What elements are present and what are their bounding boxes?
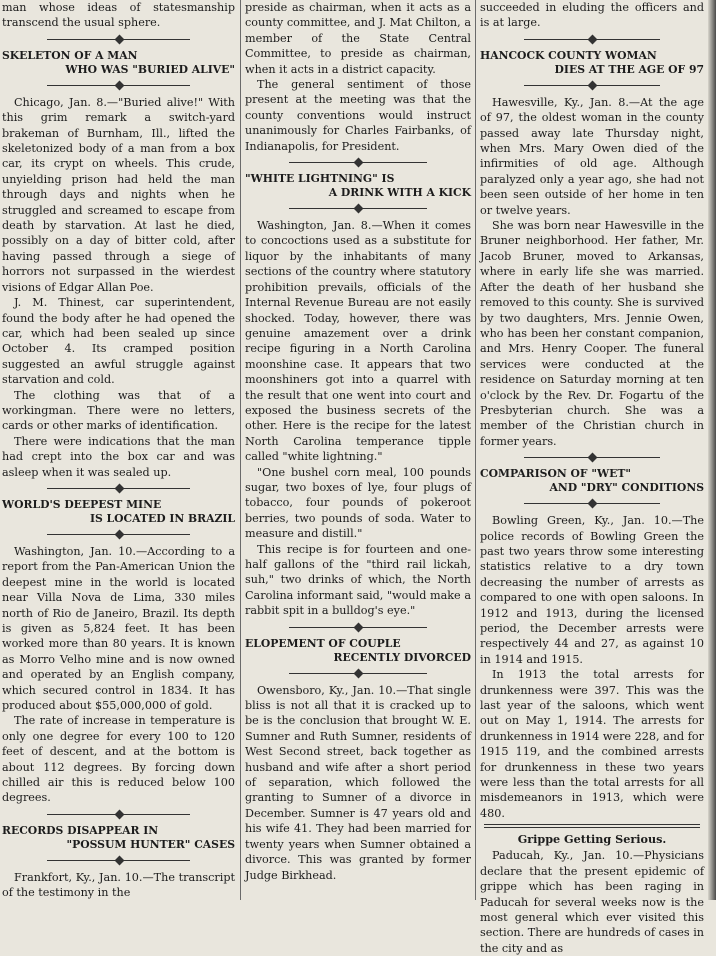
ornamental-rule — [289, 623, 427, 633]
ornamental-rule — [524, 453, 661, 463]
headline — [245, 637, 471, 665]
headline — [480, 467, 704, 495]
headline-line-2: WHO WAS "BURIED ALIVE" — [65, 62, 235, 76]
ornamental-rule — [524, 35, 661, 45]
ornamental-rule — [289, 204, 427, 214]
headline-line-1: "WHITE LIGHTNING" IS — [245, 172, 395, 186]
article-paragraph: The rate of increase in temperature is only one degree for every 100 to 120 feet of descent, and at the bottom is about 112 degrees. By forcing down chilled air this is reduced below 100 degrees. — [2, 714, 235, 805]
article-paragraph: preside as chairman, when it acts as a county committee, and J. Mat Chilton, a member of the State Central Committee, to preside as chairman, when it acts in a district capacity. — [245, 1, 471, 76]
subheadline: Grippe Getting Serious. — [517, 832, 667, 847]
headline-line-1: COMPARISON OF "WET" — [480, 467, 631, 481]
headline-line-1: WORLD'S DEEPEST MINE — [2, 497, 162, 511]
article-paragraph: Washington, Jan. 10.—According to a report from the Pan-American Union the deepest mine in the world is located near Villa Nova de Lima, 330 miles north of Rio de Janeiro, Brazil. Its depth is given as 5,824 feet. It has been worked more than 80 years. It is known as Morro Velho mine and is now owned and operated by an English company, which secured control in 1834. It has produced about $55,000,000 of gold. — [2, 544, 235, 713]
headline-line-1: RECORDS DISAPPEAR IN — [2, 823, 159, 837]
article-paragraph: succeeded in eluding the officers and is at large. — [480, 1, 704, 30]
article-paragraph: "One bushel corn meal, 100 pounds sugar, two boxes of lye, four plugs of tobacco, four pounds of pokeroot berries, two pounds of soda. Water to measure and distill." — [245, 465, 471, 541]
column-divider — [240, 0, 241, 900]
article-paragraph: In 1913 the total arrests for drunkenness were 397. This was the last year of the saloons, which went out on May 1, 1914. The arrests for drunkenness in 1914 were 228, and for 1915 119, and the combined arrests for drunkenness in these two years were less than the total arrests for all misdemeanors in 1913, which were 480. — [480, 668, 704, 820]
article-paragraph: The general sentiment of those present at the meeting was that the county conventions would instruct unanimously for Charles Fairbanks, of Indianapolis, for President. — [245, 78, 471, 153]
ornamental-rule — [524, 81, 661, 91]
article-paragraph: J. M. Thinest, car superintendent, found the body after he had opened the car, which had been sealed up since October 4. Its cramped position suggested an awful struggle against starvation and cold. — [2, 296, 235, 387]
headline — [2, 498, 235, 526]
ornamental-rule — [47, 530, 189, 540]
headline-line-1: SKELETON OF A MAN — [2, 48, 138, 62]
ornamental-rule — [289, 158, 427, 168]
headline-line-2: RECENTLY DIVORCED — [333, 650, 471, 664]
double-rule — [484, 824, 700, 828]
ornamental-rule — [47, 810, 189, 820]
article-paragraph: Frankfort, Ky., Jan. 10.—The transcript of the testimony in the — [2, 870, 235, 900]
article-paragraph: The clothing was that of a workingman. There were no letters, cards or other marks of identification. — [2, 388, 235, 433]
headline — [2, 49, 235, 77]
ornamental-rule — [289, 669, 427, 679]
column-3 — [478, 0, 706, 955]
article-paragraph: Hawesville, Ky., Jan. 8.—At the age of 97, the oldest woman in the county passed away late Thursday night, when Mrs. Mary Owen died of the infirmities of old age. Although paralyzed only a year ago, she had not been seen outside of her home in ten or twelve years. — [480, 95, 704, 217]
column-2 — [243, 0, 473, 900]
headline — [245, 172, 471, 200]
article-paragraph: This recipe is for fourteen and one-half gallons of the "third rail lickah, suh," two drinks of which, the North Carolina informant said, "would make a rabbit spit in a bulldog's eye." — [245, 542, 471, 618]
page-edge-shadow — [708, 0, 716, 900]
article-paragraph: She was born near Hawesville in the Bruner neighborhood. Her father, Mr. Jacob Bruner, moved to Arkansas, where in early life she was married. After the death of her husband she removed to this county. She is survived by two daughters, Mrs. Jennie Owen, who has been her constant companion, and Mrs. Henry Cooper. The funeral services were conducted at the residence on Saturday morning at ten o'clock by the Rev. Dr. Fogartu of the Presbyterian church. She was a member of the Christian church in former years. — [480, 219, 704, 448]
article-paragraph: Owensboro, Ky., Jan. 10.—That single bliss is not all that it is cracked up to be is the conclusion that brought W. E. Sumner and Ruth Sumner, residents of West Second street, back together as husband and wife after a short period of separation, which followed the granting to Sumner of a divorce in December. Sumner is 47 years old and his wife 41. They had been married for twenty years when Sumner obtained a divorce. This was granted by former Judge Birkhead. — [245, 683, 471, 882]
ornamental-rule — [47, 856, 189, 866]
headline-line-1: ELOPEMENT OF COUPLE — [245, 636, 401, 650]
article-paragraph: There were indications that the man had crept into the box car and was asleep when it was sealed up. — [2, 434, 235, 479]
ornamental-rule — [47, 35, 189, 45]
column-divider — [475, 0, 476, 900]
headline — [480, 49, 704, 77]
article-paragraph: Paducah, Ky., Jan. 10.—Physicians declare that the present epidemic of grippe which has been raging in Paducah for several weeks now is the most general which ever visited this section. There are hundreds of cases in the city and as — [480, 849, 704, 955]
headline-line-2: "POSSUM HUNTER" CASES — [66, 837, 235, 851]
headline-line-2: AND "DRY" CONDITIONS — [549, 481, 704, 495]
article-paragraph: Chicago, Jan. 8.—"Buried alive!" With this grim remark a switch-yard brakeman of Burnham, Ill., lifted the skeletonized body of a man from a box car, its crypt on wheels. This crude, unyielding prison had held the man through days and nights when he struggled and screamed to escape from death by starvation. At last he died, possibly on a day of bitter cold, after having passed through a siege of horrors not surpassed in the wierdest visions of Edgar Allan Poe. — [2, 95, 235, 294]
article-paragraph: man whose ideas of statesmanship transcend the usual sphere. — [2, 1, 235, 30]
article-paragraph: Bowling Green, Ky., Jan. 10.—The police records of Bowling Green the past two years throw some interesting statistics relative to a dry town decreasing the number of arrests as compared to one with open saloons. In 1912 and 1913, during the licensed period, the December arrests were respectively 44 and 27, as against 10 in 1914 and 1915. — [480, 514, 704, 666]
headline-line-2: DIES AT THE AGE OF 97 — [554, 62, 704, 76]
ornamental-rule — [524, 499, 661, 509]
headline-line-1: HANCOCK COUNTY WOMAN — [480, 48, 657, 62]
column-1 — [0, 0, 237, 900]
ornamental-rule — [47, 484, 189, 494]
headline — [2, 824, 235, 852]
headline-line-2: IS LOCATED IN BRAZIL — [89, 511, 235, 525]
ornamental-rule — [47, 81, 189, 91]
article-paragraph: Washington, Jan. 8.—When it comes to concoctions used as a substitute for liquor by the inhabitants of many sections of the country where statutory prohibition prevails, officials of the Internal Revenue Bureau are not easily shocked. Today, however, there was genuine amazement over a drink recipe figuring in a North Carolina moonshine case. It appears that two moonshiners got into a quarrel with the result that one went into court and exposed the business secrets of the other. Here is the recipe for the latest North Carolina temperance tipple called "white lightning." — [245, 219, 471, 464]
headline-line-2: A DRINK WITH A KICK — [328, 186, 471, 200]
